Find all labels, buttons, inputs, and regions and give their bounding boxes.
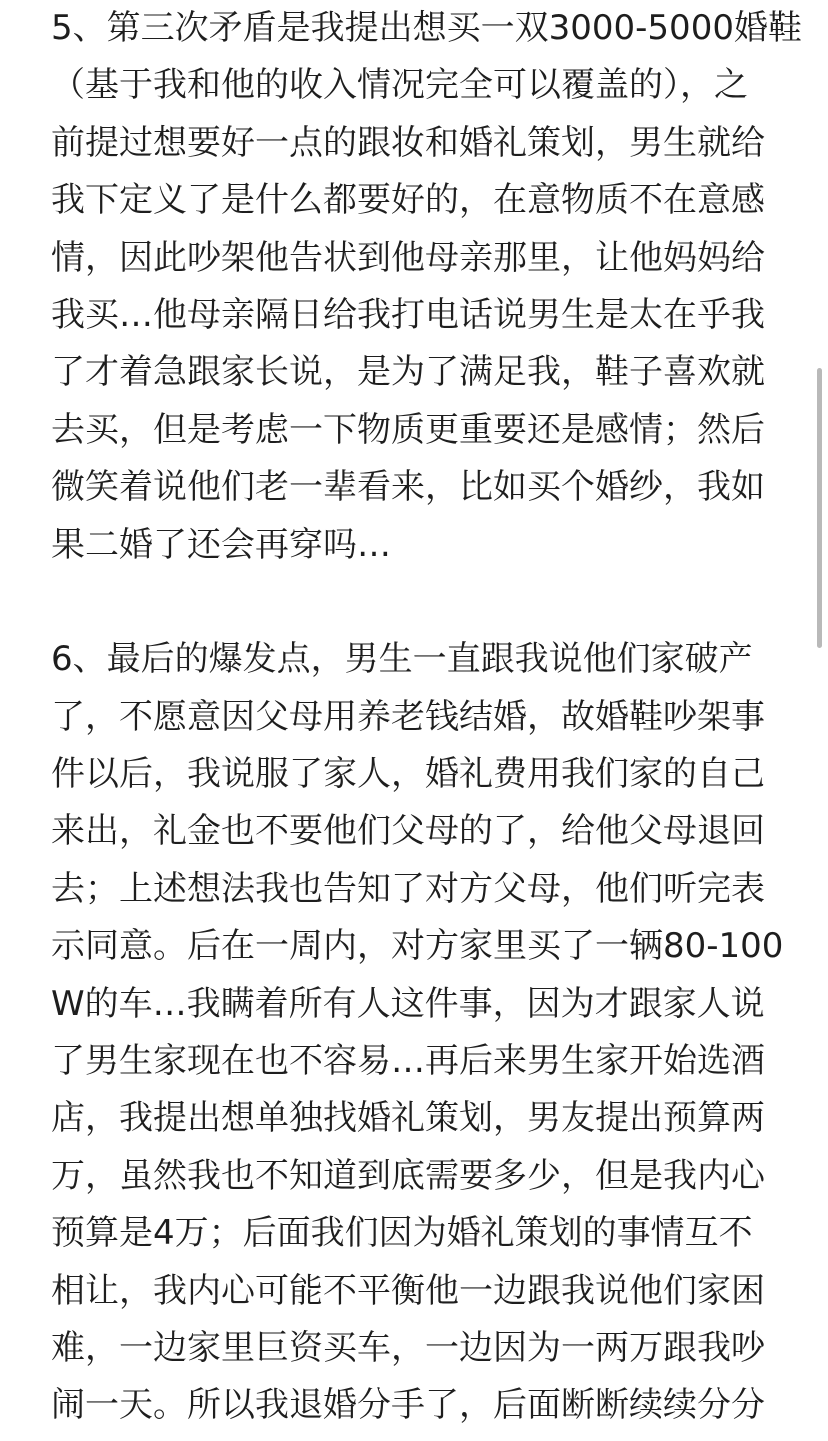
scrollbar-thumb[interactable]	[817, 368, 822, 648]
text-line: 预算是4万；后面我们因为婚礼策划的事情互不	[51, 1213, 753, 1254]
text-line: 示同意。后在一周内，对方家里买了一辆80-100	[51, 926, 784, 967]
text-line: 了才着急跟家长说，是为了满足我，鞋子喜欢就	[51, 352, 765, 393]
article-body	[51, 0, 802, 1435]
text-line: 来出，礼金也不要他们父母的了，给他父母退回	[51, 811, 765, 852]
text-line: 件以后，我说服了家人，婚礼费用我们家的自己	[51, 754, 765, 795]
text-line: 了男生家现在也不容易…再后来男生家开始选酒	[51, 1041, 765, 1082]
text-line: 去买，但是考虑一下物质更重要还是感情；然后	[51, 409, 765, 450]
text-line: 果二婚了还会再穿吗…	[51, 524, 391, 565]
text-line: 难，一边家里巨资买车，一边因为一两万跟我吵	[51, 1327, 765, 1368]
paragraph-gap	[51, 574, 779, 631]
paragraph-6	[51, 631, 784, 1434]
text-line: 相让，我内心可能不平衡他一边跟我说他们家困	[51, 1270, 765, 1311]
text-line: 微笑着说他们老一辈看来，比如买个婚纱，我如	[51, 467, 765, 508]
text-line: （基于我和他的收入情况完全可以覆盖的），之	[51, 65, 748, 106]
text-line: 我下定义了是什么都要好的，在意物质不在意感	[51, 180, 765, 221]
text-line: W的车…我瞒着所有人这件事，因为才跟家人说	[51, 983, 765, 1024]
text-line: 万，虽然我也不知道到底需要多少，但是我内心	[51, 1155, 765, 1196]
paragraph-5	[51, 0, 802, 574]
text-line: 我买…他母亲隔日给我打电话说男生是太在乎我	[51, 294, 765, 335]
text-line: 了，不愿意因父母用养老钱结婚，故婚鞋吵架事	[51, 696, 765, 737]
text-line: 6、最后的爆发点，男生一直跟我说他们家破产	[51, 639, 753, 680]
text-line: 情，因此吵架他告状到他母亲那里，让他妈妈给	[51, 237, 765, 278]
text-line: 5、第三次矛盾是我提出想买一双3000-5000婚鞋	[51, 8, 802, 48]
text-line: 前提过想要好一点的跟妆和婚礼策划，男生就给	[51, 122, 765, 163]
text-line: 去；上述想法我也告知了对方父母，他们听完表	[51, 868, 765, 909]
text-line: 闹一天。所以我退婚分手了，后面断断续续分分	[51, 1385, 765, 1426]
text-line: 店，我提出想单独找婚礼策划，男友提出预算两	[51, 1098, 765, 1139]
